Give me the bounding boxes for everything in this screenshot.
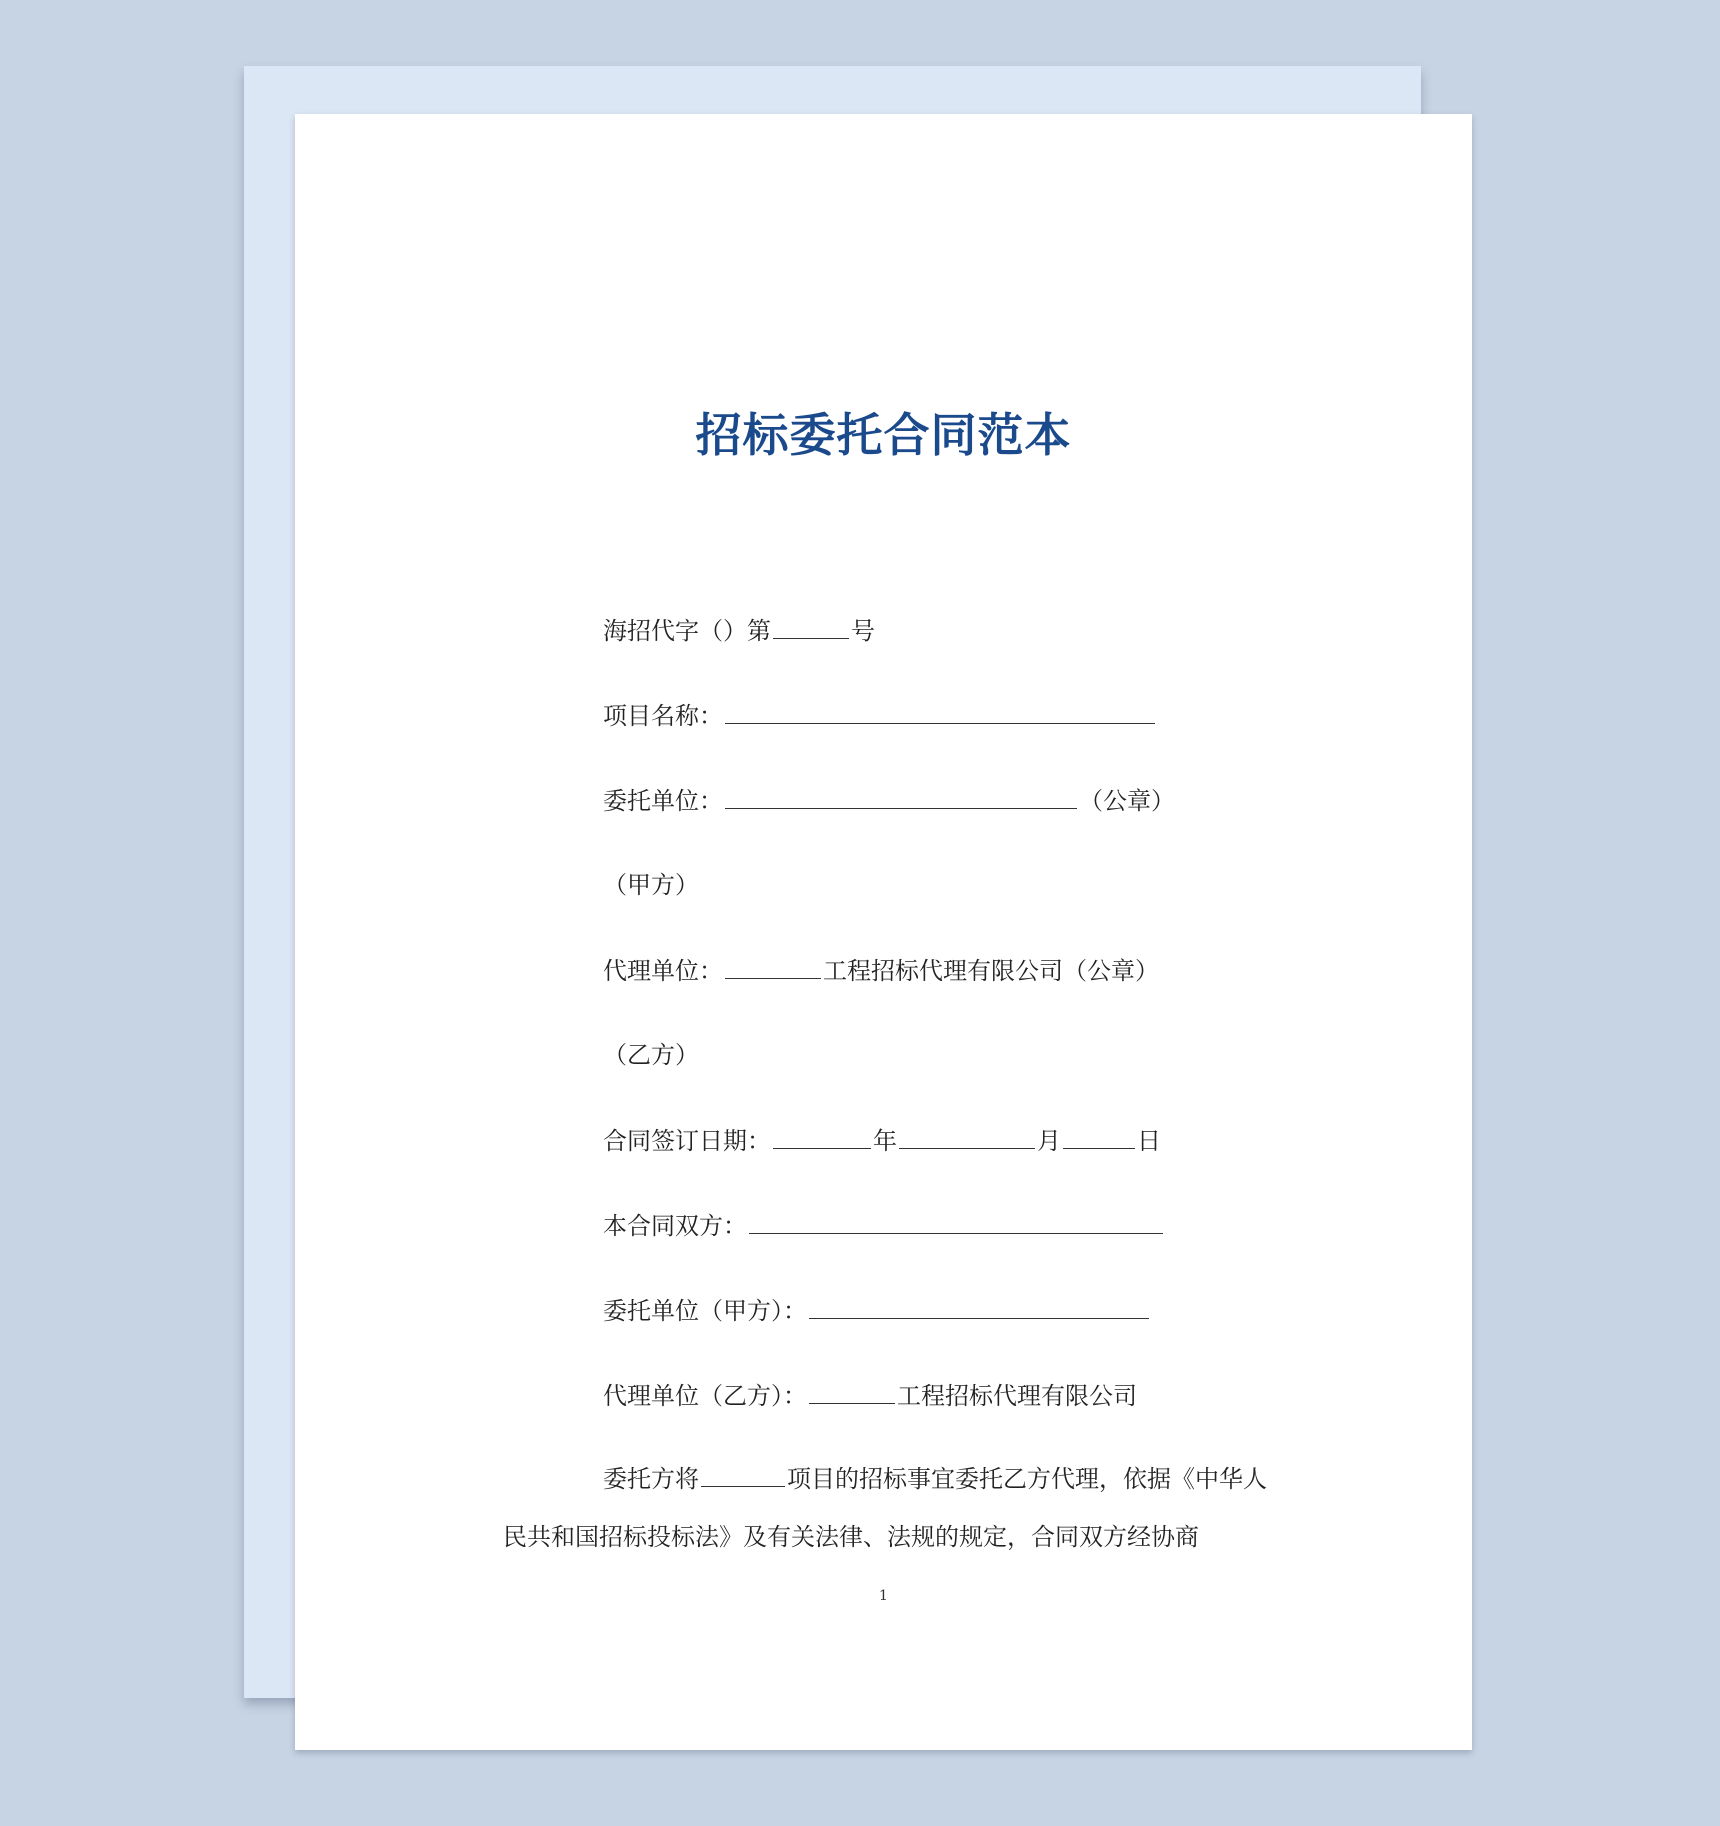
reference-number-line xyxy=(603,614,875,647)
document-page xyxy=(295,114,1472,1750)
paragraph-start: 委托方将 xyxy=(603,1465,699,1493)
agent-b-company: 工程招标代理有限公司 xyxy=(897,1382,1137,1410)
paragraph-project-blank xyxy=(701,1462,785,1487)
party-b-line xyxy=(603,1039,699,1071)
client-a-blank xyxy=(809,1294,1149,1319)
party-a-line xyxy=(603,869,699,901)
client-seal: （公章） xyxy=(1079,787,1175,815)
year-label: 年 xyxy=(873,1127,897,1155)
document-title: 招标委托合同范本 xyxy=(695,408,1072,462)
client-a-line xyxy=(603,1294,1151,1327)
agent-company: 工程招标代理有限公司 xyxy=(823,957,1063,985)
page-number: 1 xyxy=(879,1588,888,1604)
party-b-label: （乙方） xyxy=(603,1041,699,1069)
agent-b-line xyxy=(603,1379,1137,1412)
client-blank xyxy=(725,784,1077,809)
project-name-blank xyxy=(725,699,1155,724)
day-label: 日 xyxy=(1137,1127,1161,1155)
agent-seal: （公章） xyxy=(1063,957,1159,985)
agent-label: 代理单位： xyxy=(603,957,723,985)
month-label: 月 xyxy=(1037,1127,1061,1155)
project-name-line xyxy=(603,699,1157,732)
client-label: 委托单位： xyxy=(603,787,723,815)
reference-blank xyxy=(773,614,849,639)
agent-line xyxy=(603,954,1159,987)
paragraph-rest: 项目的招标事宜委托乙方代理，依据《中华人民共和国招标投标法》及有关法律、法规的规定，合同双方经协商 xyxy=(503,1465,1267,1551)
agent-b-blank xyxy=(809,1379,895,1404)
year-blank xyxy=(773,1124,871,1149)
agent-blank xyxy=(725,954,821,979)
day-blank xyxy=(1063,1124,1135,1149)
parties-line xyxy=(603,1209,1165,1242)
signing-date-label: 合同签订日期： xyxy=(603,1127,771,1155)
reference-suffix: 号 xyxy=(851,617,875,645)
party-a-label: （甲方） xyxy=(603,871,699,899)
signing-date-line xyxy=(603,1124,1161,1157)
agent-b-label: 代理单位（乙方）： xyxy=(603,1382,807,1410)
reference-prefix: 海招代字（）第 xyxy=(603,617,771,645)
client-line xyxy=(603,784,1175,817)
month-blank xyxy=(899,1124,1035,1149)
project-name-label: 项目名称： xyxy=(603,702,723,730)
parties-label: 本合同双方： xyxy=(603,1212,747,1240)
intro-paragraph xyxy=(503,1450,1278,1566)
client-a-label: 委托单位（甲方）： xyxy=(603,1297,807,1325)
parties-blank xyxy=(749,1209,1163,1234)
